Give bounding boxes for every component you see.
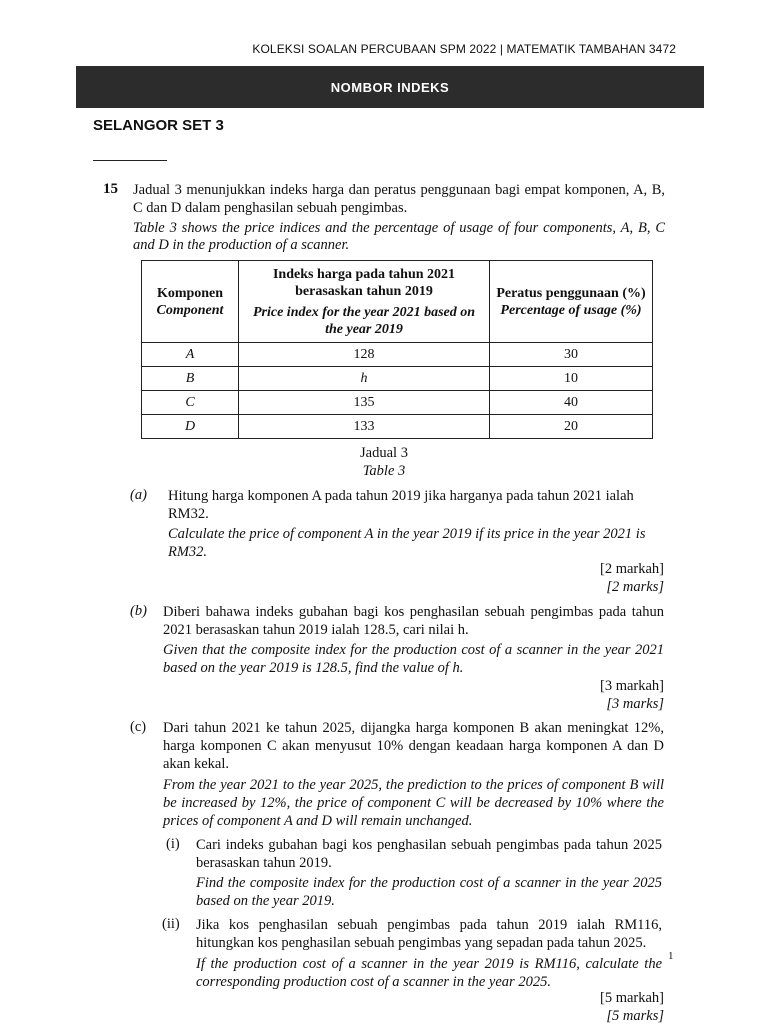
- part-b-marks: [600, 677, 664, 713]
- part-c-marks: [600, 989, 664, 1025]
- part-c-ii-en: If the production cost of a scanner in the year 2019 is RM116, calculate the corresponding production cost of a scanner in the year 2025.: [196, 956, 662, 990]
- document-header: KOLEKSI SOALAN PERCUBAAN SPM 2022 | MATEMATIK TAMBAHAN 3472: [252, 42, 676, 56]
- price-index-table: [141, 260, 653, 439]
- header-component-ms: Komponen: [156, 285, 224, 301]
- row-component: B: [142, 367, 239, 391]
- part-b-en: Given that the composite index for the production cost of a scanner in the year 2021 based on the year 2019 is 128.5, find the value of h.: [163, 642, 664, 676]
- part-a-en: Calculate the price of component A in the year 2019 if its price in the year 2021 is RM32.: [168, 526, 646, 560]
- part-a-marks: [600, 560, 664, 596]
- table-row: [142, 415, 653, 439]
- part-b-label: (b): [130, 603, 147, 619]
- question-number: 15: [103, 181, 118, 197]
- row-index: 128: [239, 343, 490, 367]
- part-c-marks-en: [5 marks]: [606, 1008, 664, 1024]
- part-b-marks-en: [3 marks]: [606, 696, 664, 712]
- row-usage: 40: [490, 391, 653, 415]
- row-index: h: [239, 367, 490, 391]
- part-b-marks-ms: [3 markah]: [599, 678, 664, 694]
- divider: [93, 160, 167, 161]
- topic-banner: [76, 66, 704, 108]
- part-c-marks-ms: [5 markah]: [599, 990, 664, 1006]
- part-a-label: (a): [130, 487, 147, 503]
- part-c-label: (c): [130, 719, 147, 735]
- row-index: 135: [239, 391, 490, 415]
- part-c-i-ms: Cari indeks gubahan bagi kos penghasilan sebuah pengimbas pada tahun 2025 berasaskan tahun 2019.: [196, 837, 662, 871]
- header-usage-en: Percentage of usage (%): [500, 302, 642, 318]
- row-index: 133: [239, 415, 490, 439]
- part-c-en: From the year 2021 to the year 2025, the prediction to the prices of component B will be increased by 12%, the price of component C will be decreased by 10% where the prices of component A and D will remain unchanged.: [163, 777, 664, 829]
- row-usage: 10: [490, 367, 653, 391]
- part-a-marks-en: [2 marks]: [606, 579, 664, 595]
- table-row: [142, 343, 653, 367]
- header-price-index-ms: Indeks harga pada tahun 2021 berasaskan tahun 2019: [272, 266, 456, 299]
- question-intro-ms: Jadual 3 menunjukkan indeks harga dan peratus penggunaan bagi empat komponen, A, B, C dan D dalam penghasilan sebuah pengimbas.: [133, 182, 665, 216]
- header-usage: [490, 261, 653, 343]
- table-row: [142, 391, 653, 415]
- part-a-ms: Hitung harga komponen A pada tahun 2019 jika harganya pada tahun 2021 ialah RM32.: [168, 488, 634, 522]
- part-c-i-label: (i): [166, 836, 180, 852]
- header-component: [142, 261, 239, 343]
- header-usage-ms: Peratus penggunaan (%): [496, 285, 646, 301]
- row-component: D: [142, 415, 239, 439]
- table-caption-en: Table 3: [362, 463, 406, 479]
- set-title: SELANGOR SET 3: [93, 117, 224, 134]
- table-row: [142, 367, 653, 391]
- table-header-row: [142, 261, 653, 343]
- part-c-ms: Dari tahun 2021 ke tahun 2025, dijangka harga komponen B akan meningkat 12%, harga komponen C akan menyusut 10% dengan keadaan harga komponen A dan D akan kekal.: [163, 720, 664, 772]
- part-a-marks-ms: [2 markah]: [599, 561, 664, 577]
- part-c-ii-label: (ii): [162, 916, 180, 932]
- part-b-ms: Diberi bahawa indeks gubahan bagi kos penghasilan sebuah pengimbas pada tahun 2021 berasaskan tahun 2019 ialah 128.5, cari nilai h.: [163, 604, 664, 638]
- topic-title: NOMBOR INDEKS: [330, 79, 450, 95]
- part-c-i-en: Find the composite index for the production cost of a scanner in the year 2025 based on the year 2019.: [196, 875, 662, 909]
- header-price-index: [239, 261, 490, 343]
- row-usage: 20: [490, 415, 653, 439]
- part-c-ii-ms: Jika kos penghasilan sebuah pengimbas pada tahun 2019 ialah RM116, hitungkan kos penghasilan sebuah pengimbas yang sepadan pada tahun 2025.: [196, 917, 662, 951]
- header-price-index-en: Price index for the year 2021 based on the year 2019: [252, 304, 476, 337]
- row-component: C: [142, 391, 239, 415]
- row-usage: 30: [490, 343, 653, 367]
- question-intro-en: Table 3 shows the price indices and the percentage of usage of four components, A, B, C and D in the production of a scanner.: [133, 220, 665, 253]
- header-component-en: Component: [156, 302, 224, 318]
- table-caption-ms: Jadual 3: [360, 445, 408, 461]
- row-component: A: [142, 343, 239, 367]
- page-number: 1: [668, 950, 674, 962]
